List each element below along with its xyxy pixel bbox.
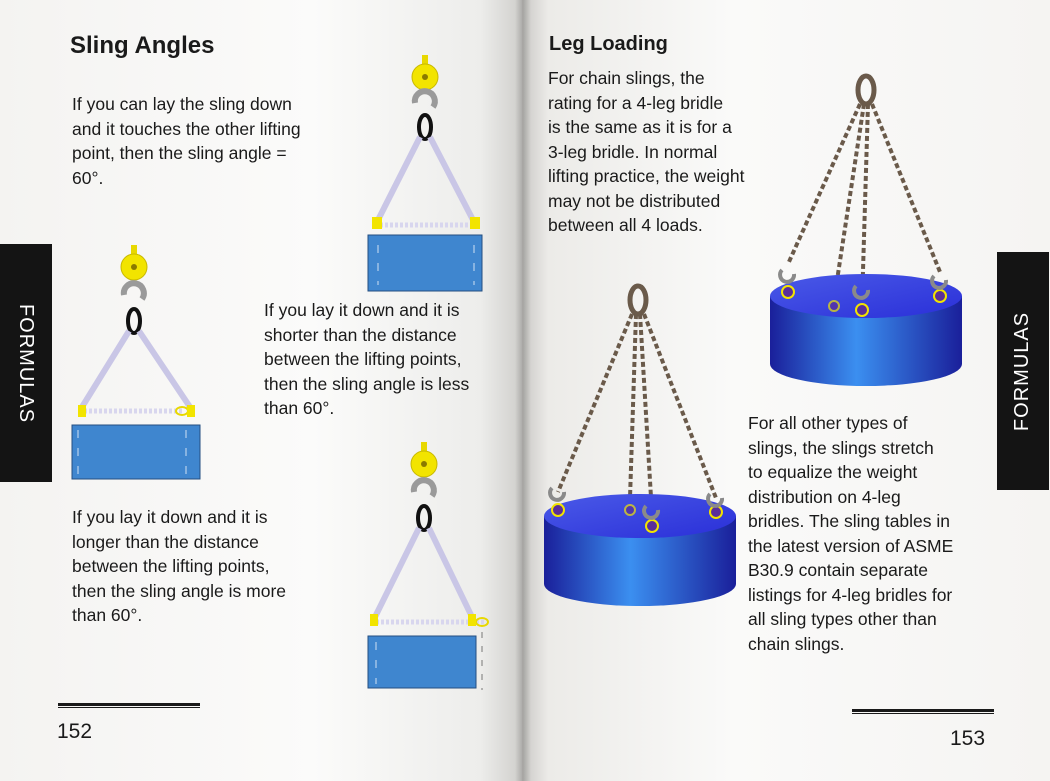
- page-title: Sling Angles: [70, 32, 215, 59]
- text-line: to equalize the weight: [748, 462, 918, 482]
- text-line: bridles. The sling tables in: [748, 511, 951, 531]
- text-line: lifting practice, the weight: [548, 166, 745, 186]
- text-line: between the lifting points,: [264, 349, 462, 369]
- text-line: all sling types other than: [748, 609, 937, 629]
- text-line: and it touches the other lifting: [72, 118, 301, 139]
- text-line: then the sling angle is less: [264, 373, 470, 394]
- text-line: the latest version of ASME: [748, 535, 954, 556]
- section-tab-label: FORMULAS: [1011, 311, 1034, 431]
- section-tab: [0, 244, 52, 482]
- text-line: is the same as it is for a: [548, 117, 732, 137]
- text-line: For chain slings, the: [548, 68, 705, 88]
- footer-rule: [58, 703, 200, 706]
- footer-rule: [852, 709, 994, 712]
- paragraph-other-slings: [748, 411, 953, 656]
- text-line: between all 4 loads.: [548, 215, 703, 235]
- text-line: If you lay it down and it is: [72, 507, 268, 527]
- paragraph-more-angle: [72, 505, 286, 628]
- sling-angle-less-illustration: [70, 245, 205, 480]
- text-line: shorter than the distance: [264, 324, 457, 345]
- text-line: point, then the sling angle =: [72, 143, 287, 163]
- text-line: than 60°.: [72, 605, 143, 625]
- text-line: than 60°.: [264, 398, 335, 418]
- text-line: distribution on 4-leg: [748, 486, 901, 507]
- paragraph-chain-slings: [548, 66, 745, 238]
- text-line: 60°.: [72, 167, 104, 188]
- page-number: 152: [57, 720, 93, 743]
- section-tab-label: FORMULAS: [15, 303, 38, 423]
- book-gutter: [515, 0, 531, 781]
- sling-angle-more-illustration: [362, 442, 492, 692]
- text-line: If you can lay the sling down: [72, 94, 292, 114]
- text-line: If you lay it down and it is: [264, 300, 460, 320]
- text-line: B30.9 contain separate: [748, 560, 928, 580]
- paragraph-equal-angle: [72, 92, 301, 190]
- text-line: may not be distributed: [548, 190, 721, 211]
- text-line: then the sling angle is more: [72, 580, 287, 601]
- page-number: 153: [950, 727, 986, 750]
- text-line: 3-leg bridle. In normal: [548, 141, 718, 162]
- section-tab: [997, 252, 1049, 490]
- text-line: chain slings.: [748, 633, 845, 654]
- paragraph-less-angle: [264, 298, 469, 421]
- four-leg-bridle-lower-illustration: [540, 284, 740, 602]
- page-title: Leg Loading: [549, 33, 668, 55]
- four-leg-bridle-upper-illustration: [766, 74, 966, 394]
- text-line: For all other types of: [748, 413, 908, 433]
- sling-angle-60-illustration: [360, 55, 490, 295]
- right-page: [522, 0, 1050, 781]
- text-line: longer than the distance: [72, 531, 259, 552]
- left-page: [0, 0, 522, 781]
- text-line: slings, the slings stretch: [748, 437, 934, 458]
- text-line: rating for a 4-leg bridle: [548, 92, 724, 113]
- text-line: between the lifting points,: [72, 556, 270, 576]
- text-line: listings for 4-leg bridles for: [748, 584, 953, 605]
